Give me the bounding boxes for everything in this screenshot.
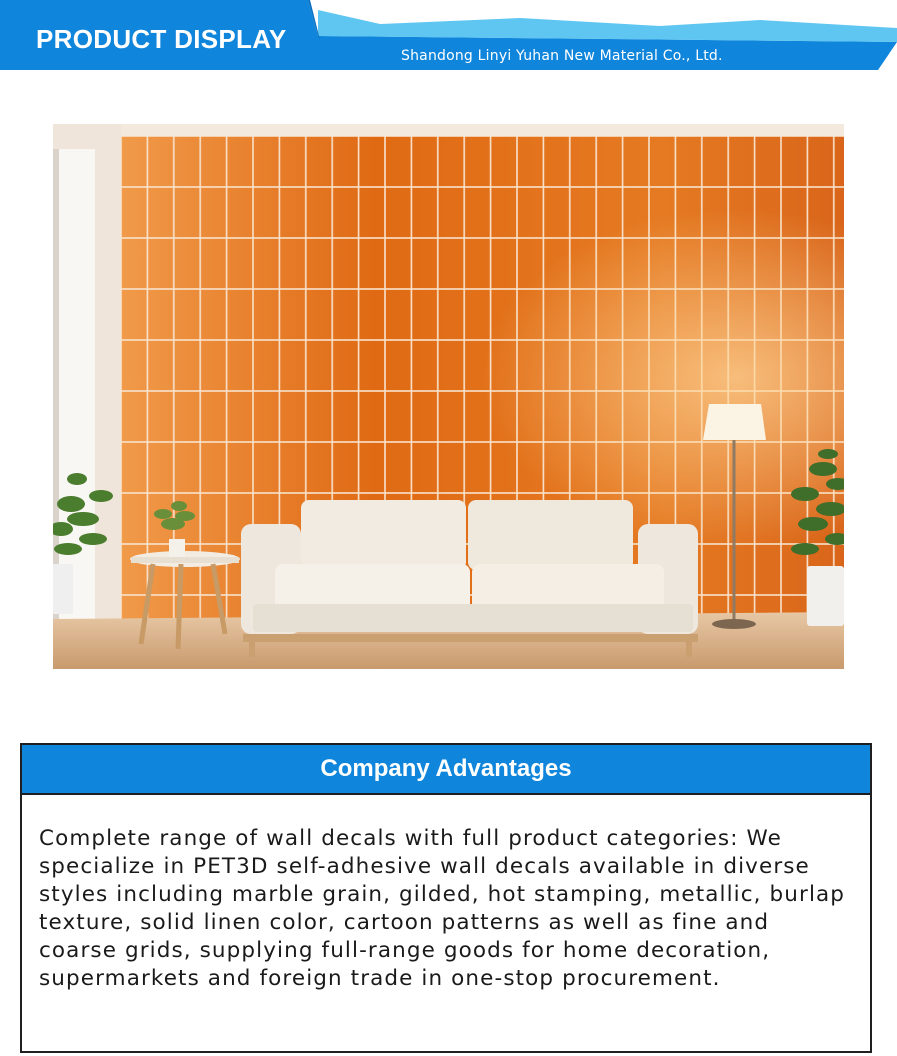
advantages-title: Company Advantages [320,755,572,782]
company-name: Shandong Linyi Yuhan New Material Co., Ltd. [401,48,723,64]
advantages-text: Complete range of wall decals with full product categories: We specialize in PET3D self-adhesive wall decals available in diverse styles including marble grain, gilded, hot stamping, metallic, burlap texture, solid linen color, cartoon patterns as well as fine and coarse grids, supplying full-range goods for home decoration, supermarkets and foreign trade in one-stop procurement. [39,826,846,991]
advantages-header [22,745,870,795]
page-header [0,0,897,75]
living-room-illustration [53,124,844,669]
company-advantages-panel [20,743,872,1053]
product-photo [53,124,844,669]
page-title: PRODUCT DISPLAY [36,24,287,54]
